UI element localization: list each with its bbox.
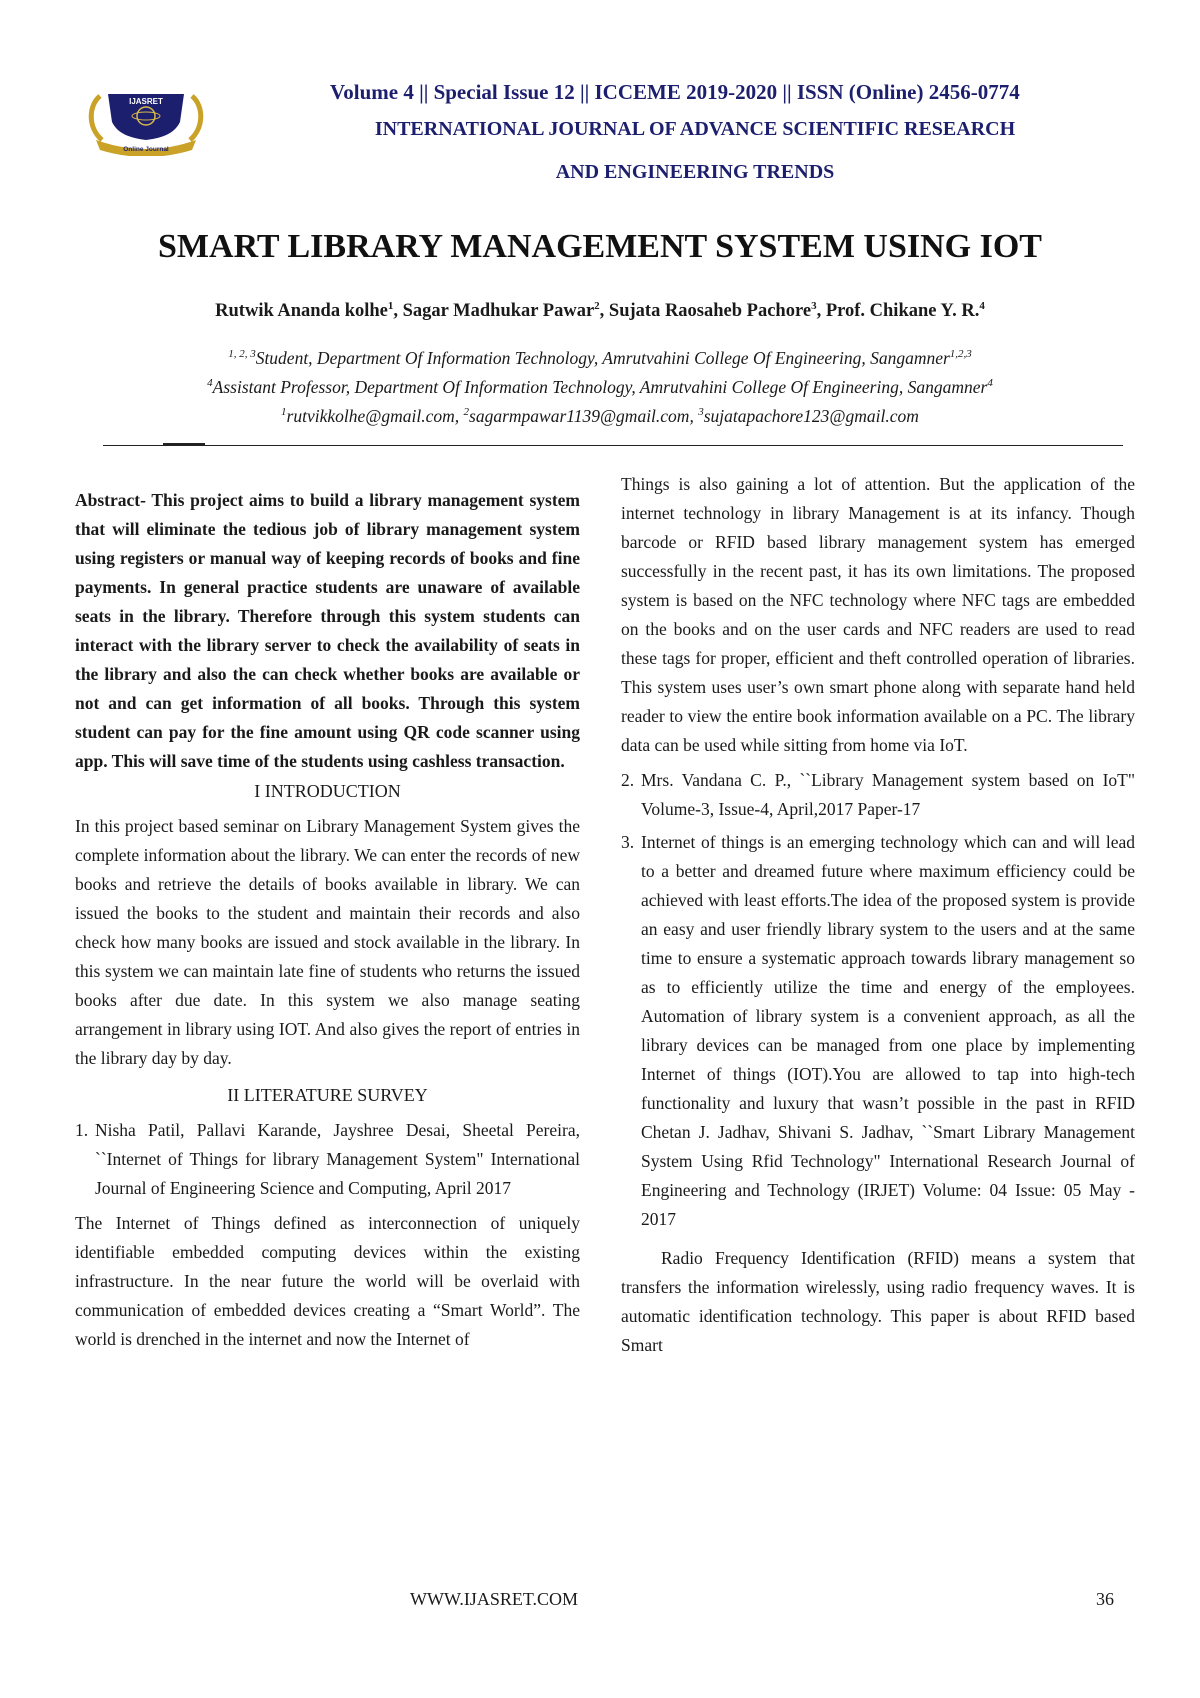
affiliation-professor: $^4$Assistant Professor, Department Of Information Technology, Amrutvahini College Of Engineering, Sangamner$^4$ xyxy=(207,377,993,397)
paper-title: SMART LIBRARY MANAGEMENT SYSTEM USING IOT xyxy=(158,228,1042,265)
rfid-paragraph: Radio Frequency Identification (RFID) means a system that transfers the information wirelessly, using radio frequency waves. It is automatic identification technology. This paper is about RFID based Smart xyxy=(621,1248,1135,1355)
reference-item: 2. Mrs. Vandana C. P., ``Library Management system based on IoT" Volume-3, Issue-4, April,2017 Paper-17 xyxy=(621,770,1135,819)
abstract: Abstract- This project aims to build a library management system that will eliminate the tedious job of library management system using registers or manual way of keeping records of books and fine payments. In general practice students are unaware of available seats in the library. Therefore through this system students can interact with the library server to check the availability of seats in the library and also the can check whether books are available or not and can get information of all books. Through this system student can pay for the fine amount using QR code scanner using app. This will save time of the students using cashless transaction. xyxy=(75,490,580,771)
email-link[interactable]: rutvikkolhe@gmail.com, xyxy=(286,406,460,426)
iot-paragraph: The Internet of Things defined as interconnection of uniquely identifiable embedded computing devices within the existing infrastructure. In the near future the world will be overlaid with communication of embedded devices creating a “Smart World”. The world is drenched in the internet and now the Internet of xyxy=(75,1213,580,1349)
footer-website[interactable]: WWW.IJASRET.COM xyxy=(410,1589,578,1609)
introduction-text: In this project based seminar on Library Management System gives the complete information about the library. We can enter the records of new books and retrieve the details of books available in library. We can issued the books to the student and maintain their records and also check how many books are issued and stock available in the library. In this system we can maintain late fine of students who returns the issued books after due date. In this system we also manage seating arrangement in library using IOT. And also gives the report of entries in the library day by day. xyxy=(75,816,580,1068)
author-emails: $^1$rutvikkolhe@gmail.com, $^2$sagarmpawar1139@gmail.com, $^3$sujatapachore123@gmail.com xyxy=(281,406,919,426)
journal-logo xyxy=(82,78,210,156)
author-name: Sagar Madhukar Pawar xyxy=(402,301,595,322)
left-column xyxy=(75,486,580,1354)
section-heading-literature-survey: II LITERATURE SURVEY xyxy=(227,1085,428,1105)
journal-name-line1: INTERNATIONAL JOURNAL OF ADVANCE SCIENTIFIC RESEARCH xyxy=(374,118,1016,140)
affiliation-students: $^{1, 2, 3}$Student, Department Of Information Technology, Amrutvahini College Of Engineering, Sangamner$^{1,2,3}$ xyxy=(228,348,972,368)
right-column xyxy=(621,470,1135,1360)
email-link[interactable]: sujatapachore123@gmail.com xyxy=(703,406,919,426)
author-list: Rutwik Ananda kolhe$^1$, Sagar Madhukar Pawar$^2$, Sujata Raosaheb Pachore$^3$, Prof. Chikane Y. R.$^4$ xyxy=(215,300,985,322)
email-link[interactable]: sagarmpawar1139@gmail.com, xyxy=(469,406,694,426)
header-divider xyxy=(103,445,1123,446)
journal-name-line2: AND ENGINEERING TRENDS xyxy=(555,161,835,183)
author-name: Prof. Chikane Y. R. xyxy=(825,301,980,322)
volume-line: Volume 4 || Special Issue 12 || ICCEME 2019-2020 || ISSN (Online) 2456-0774 xyxy=(330,80,1020,104)
reference-item: 1. Nisha Patil, Pallavi Karande, Jayshree Desai, Sheetal Pereira, ``Internet of Things for library Management System" International Journal of Engineering Science and Computing, April 2017 xyxy=(75,1120,580,1198)
section-heading-introduction: I INTRODUCTION xyxy=(254,781,401,801)
laurel-right-icon xyxy=(190,96,201,140)
author-name: Rutwik Ananda kolhe xyxy=(215,301,388,322)
continued-paragraph: Things is also gaining a lot of attention. But the application of the internet technology in library Management is at its infancy. Though barcode or RFID based library management system has emerged successfully in the recent past, it has its own limitations. The proposed system is based on the NFC technology where NFC tags are embedded on the books and on the user cards and NFC readers are used to read these tags for proper, efficient and theft controlled operation of libraries. This system uses user’s own smart phone along with separate hand held reader to view the entire book information available on a PC. The library data can be used while sitting from home via IoT. xyxy=(621,474,1135,755)
logo-ribbon-text: Online Journal xyxy=(123,146,169,153)
logo-text: IJASRET xyxy=(129,97,163,106)
page-number: 36 xyxy=(1096,1589,1114,1609)
author-name: Sujata Raosaheb Pachore xyxy=(608,301,812,322)
reference-item: 3. Internet of things is an emerging technology which can and will lead to a better and dreamed future where maximum efficiency could be achieved with least efforts.The idea of the proposed system is provide an easy and user friendly library system to the users and at the same time to ensure a systematic approach towards library management so as to efficiently utilize the time and energy of the employees. Automation of library system is a convenient approach, as all the library devices can be managed from one place by implementing Internet of things (IOT).You are allowed to tap into high-tech functionality and luxury that wasn’t possible in the past in RFID Chetan J. Jadhav, Shivani S. Jadhav, ``Smart Library Management System Using Rfid Technology" International Research Journal of Engineering and Technology (IRJET) Volume: 04 Issue: 05 May - 2017 xyxy=(621,832,1135,1229)
laurel-left-icon xyxy=(91,96,102,140)
header-divider-accent xyxy=(163,443,205,446)
